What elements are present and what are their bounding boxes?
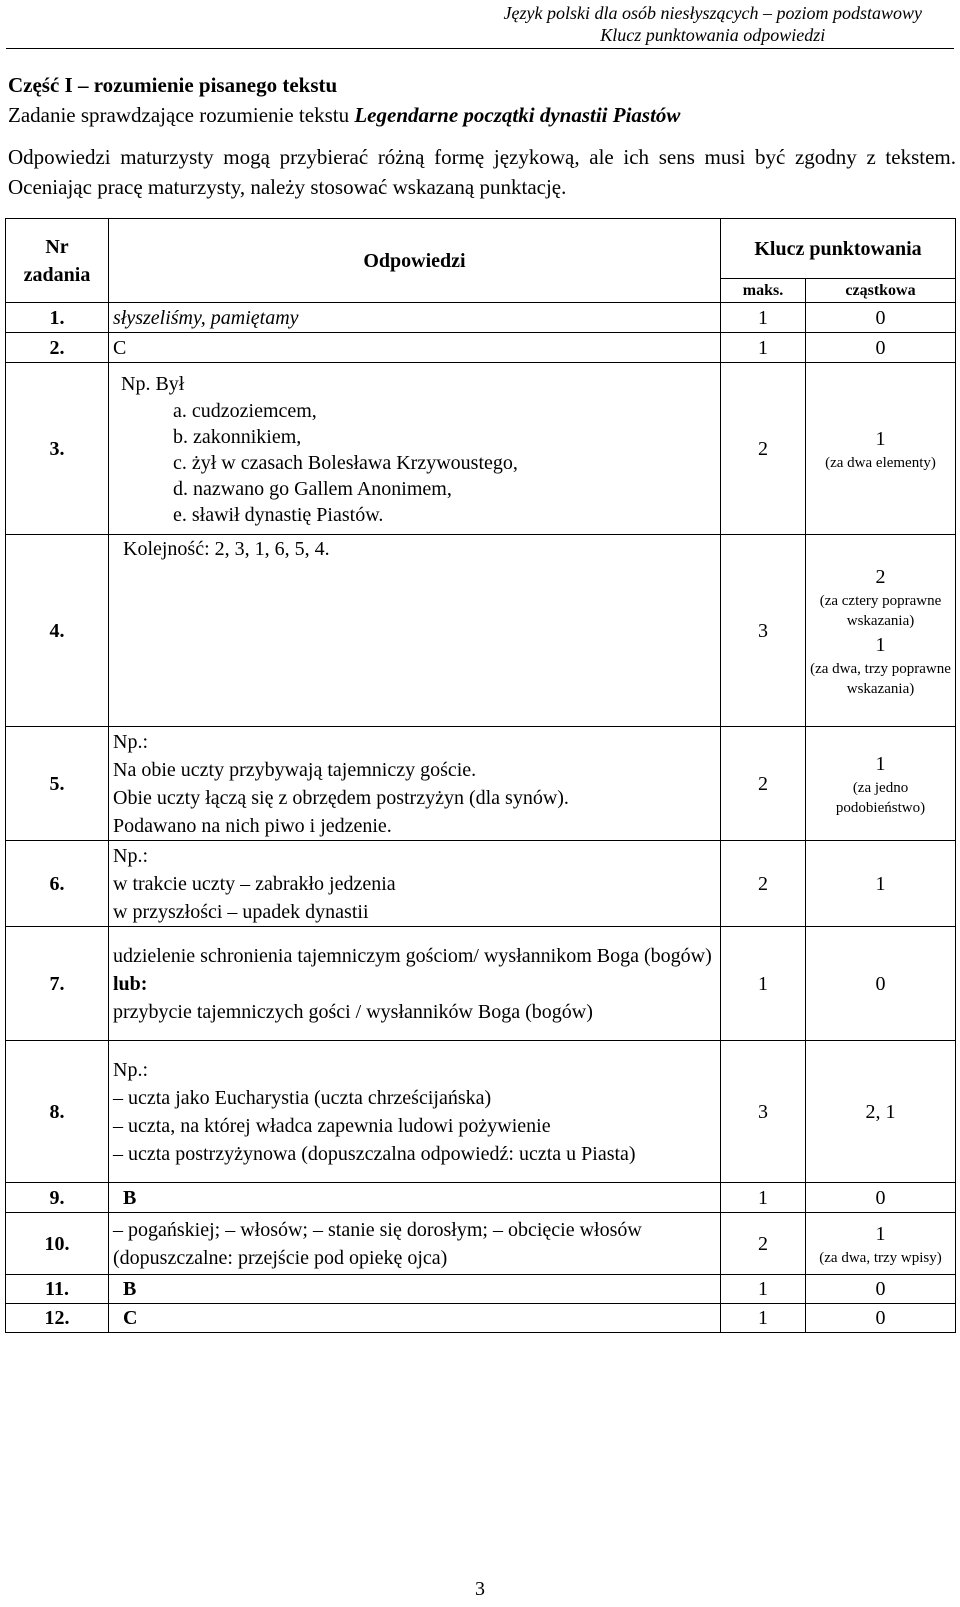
partial-points: 2, 1 bbox=[806, 1041, 956, 1183]
partial-value: 1 bbox=[875, 752, 886, 775]
task-number: 7. bbox=[6, 927, 109, 1041]
task-number: 11. bbox=[6, 1275, 109, 1304]
task-number: 8. bbox=[6, 1041, 109, 1183]
answer-line: Np.: bbox=[113, 1058, 148, 1081]
max-points: 2 bbox=[721, 727, 806, 841]
partial-note: (za dwa, trzy poprawne wskazania) bbox=[810, 660, 951, 697]
answer-list bbox=[113, 398, 716, 528]
partial-note: (za cztery poprawne wskazania) bbox=[819, 592, 942, 629]
grading-note: Odpowiedzi maturzysty mogą przybierać różną formę językową, ale ich sens musi być zgodny z tekstem. Oceniając pracę maturzysty, należy stosować wskazaną punktację. bbox=[8, 145, 956, 199]
max-points: 1 bbox=[721, 1304, 806, 1333]
answer-cell bbox=[109, 363, 721, 535]
table-row bbox=[6, 363, 956, 535]
answer-cell: B bbox=[109, 1275, 721, 1304]
task-number: 3. bbox=[6, 363, 109, 535]
list-item: b. zakonnikiem, bbox=[173, 425, 302, 448]
answer-line: w przyszłości – upadek dynastii bbox=[113, 900, 369, 923]
max-points: 2 bbox=[721, 1213, 806, 1275]
answer-line: Podawano na nich piwo i jedzenie. bbox=[113, 814, 392, 837]
answer-key-table bbox=[5, 218, 956, 1333]
partial-points bbox=[806, 727, 956, 841]
header-divider bbox=[6, 48, 954, 49]
max-points: 3 bbox=[721, 535, 806, 727]
table-row bbox=[6, 1041, 956, 1183]
answer-cell: – pogańskiej; – włosów; – stanie się dorosłym; – obcięcie włosów (dopuszczalne: przejście pod opiekę ojca) bbox=[109, 1213, 721, 1275]
partial-points bbox=[806, 363, 956, 535]
header-partial: cząstkowa bbox=[806, 279, 956, 303]
header-max: maks. bbox=[721, 279, 806, 303]
answer-intro: Np. Był bbox=[121, 372, 185, 395]
answer-cell: C bbox=[109, 333, 721, 363]
list-item: c. żył w czasach Bolesława Krzywoustego, bbox=[173, 451, 518, 474]
table-row bbox=[6, 535, 956, 727]
task-line bbox=[8, 100, 958, 130]
task-number: 10. bbox=[6, 1213, 109, 1275]
list-item: d. nazwano go Gallem Anonimem, bbox=[173, 477, 452, 500]
task-number: 4. bbox=[6, 535, 109, 727]
table-row bbox=[6, 727, 956, 841]
answer-line: Obie uczty łączą się z obrzędem postrzyżyn (dla synów). bbox=[113, 786, 569, 809]
table-row bbox=[6, 333, 956, 363]
or-label: lub: bbox=[113, 972, 148, 995]
max-points: 2 bbox=[721, 841, 806, 927]
list-item: a. cudzoziemcem, bbox=[173, 399, 317, 422]
header-subject: Język polski dla osób niesłyszących – poziom podstawowy bbox=[503, 3, 922, 23]
task-number: 9. bbox=[6, 1183, 109, 1213]
table-row bbox=[6, 1275, 956, 1304]
page-number: 3 bbox=[475, 1578, 485, 1600]
max-points: 1 bbox=[721, 1275, 806, 1304]
answer-line: – uczta postrzyżynowa (dopuszczalna odpowiedź: uczta u Piasta) bbox=[113, 1142, 636, 1165]
page-header bbox=[504, 2, 922, 46]
answer-cell bbox=[109, 727, 721, 841]
max-points: 1 bbox=[721, 303, 806, 333]
header-task-number: Nr zadania bbox=[6, 219, 109, 303]
answer-line: przybycie tajemniczych gości / wysłanników Boga (bogów) bbox=[113, 1000, 593, 1023]
task-number: 5. bbox=[6, 727, 109, 841]
answer-line: Np.: bbox=[113, 844, 148, 867]
answer-cell bbox=[109, 1041, 721, 1183]
partial-value: 2 bbox=[875, 565, 886, 588]
answer-line: – uczta jako Eucharystia (uczta chrześcijańska) bbox=[113, 1086, 492, 1109]
part-title: Część I – rozumienie pisanego tekstu bbox=[8, 73, 338, 97]
header-scoring-key: Klucz punktowania bbox=[721, 219, 956, 279]
answer-cell: Kolejność: 2, 3, 1, 6, 5, 4. bbox=[109, 535, 721, 727]
task-prefix: Zadanie sprawdzające rozumienie tekstu bbox=[8, 103, 355, 127]
partial-points: 0 bbox=[806, 303, 956, 333]
partial-points bbox=[806, 1213, 956, 1275]
partial-value: 1 bbox=[875, 427, 886, 450]
answer-cell bbox=[109, 927, 721, 1041]
task-number: 6. bbox=[6, 841, 109, 927]
partial-note: (za dwa elementy) bbox=[825, 454, 936, 471]
answer-line: Np.: bbox=[113, 730, 148, 753]
partial-value: 1 bbox=[875, 633, 886, 656]
answer-line: w trakcie uczty – zabrakło jedzenia bbox=[113, 872, 396, 895]
answer-cell: słyszeliśmy, pamiętamy bbox=[109, 303, 721, 333]
table-row bbox=[6, 303, 956, 333]
header-doc-title: Klucz punktowania odpowiedzi bbox=[600, 25, 826, 45]
table-row bbox=[6, 1304, 956, 1333]
table-row bbox=[6, 1213, 956, 1275]
partial-points bbox=[806, 535, 956, 727]
task-title: Legendarne początki dynastii Piastów bbox=[354, 103, 681, 127]
partial-points: 0 bbox=[806, 1275, 956, 1304]
intro-section bbox=[8, 70, 958, 202]
header-answers: Odpowiedzi bbox=[109, 219, 721, 303]
answer-line: – uczta, na której władca zapewnia ludowi pożywienie bbox=[113, 1114, 551, 1137]
answer-cell bbox=[109, 841, 721, 927]
task-number: 1. bbox=[6, 303, 109, 333]
max-points: 1 bbox=[721, 1183, 806, 1213]
list-item: e. sławił dynastię Piastów. bbox=[173, 503, 384, 526]
table-row bbox=[6, 1183, 956, 1213]
partial-points: 0 bbox=[806, 1304, 956, 1333]
max-points: 1 bbox=[721, 333, 806, 363]
max-points: 2 bbox=[721, 363, 806, 535]
partial-value: 1 bbox=[875, 1222, 886, 1245]
answer-line: Na obie uczty przybywają tajemniczy goście. bbox=[113, 758, 477, 781]
answer-cell: C bbox=[109, 1304, 721, 1333]
table-row bbox=[6, 927, 956, 1041]
task-number: 2. bbox=[6, 333, 109, 363]
answer-line: udzielenie schronienia tajemniczym gościom/ wysłannikom Boga (bogów) bbox=[113, 944, 712, 967]
max-points: 3 bbox=[721, 1041, 806, 1183]
partial-points: 0 bbox=[806, 1183, 956, 1213]
table-row bbox=[6, 841, 956, 927]
partial-points: 1 bbox=[806, 841, 956, 927]
partial-points: 0 bbox=[806, 927, 956, 1041]
answer-cell: B bbox=[109, 1183, 721, 1213]
task-number: 12. bbox=[6, 1304, 109, 1333]
partial-points: 0 bbox=[806, 333, 956, 363]
partial-note: (za dwa, trzy wpisy) bbox=[819, 1249, 942, 1266]
max-points: 1 bbox=[721, 927, 806, 1041]
partial-note: (za jedno podobieństwo) bbox=[835, 779, 926, 816]
